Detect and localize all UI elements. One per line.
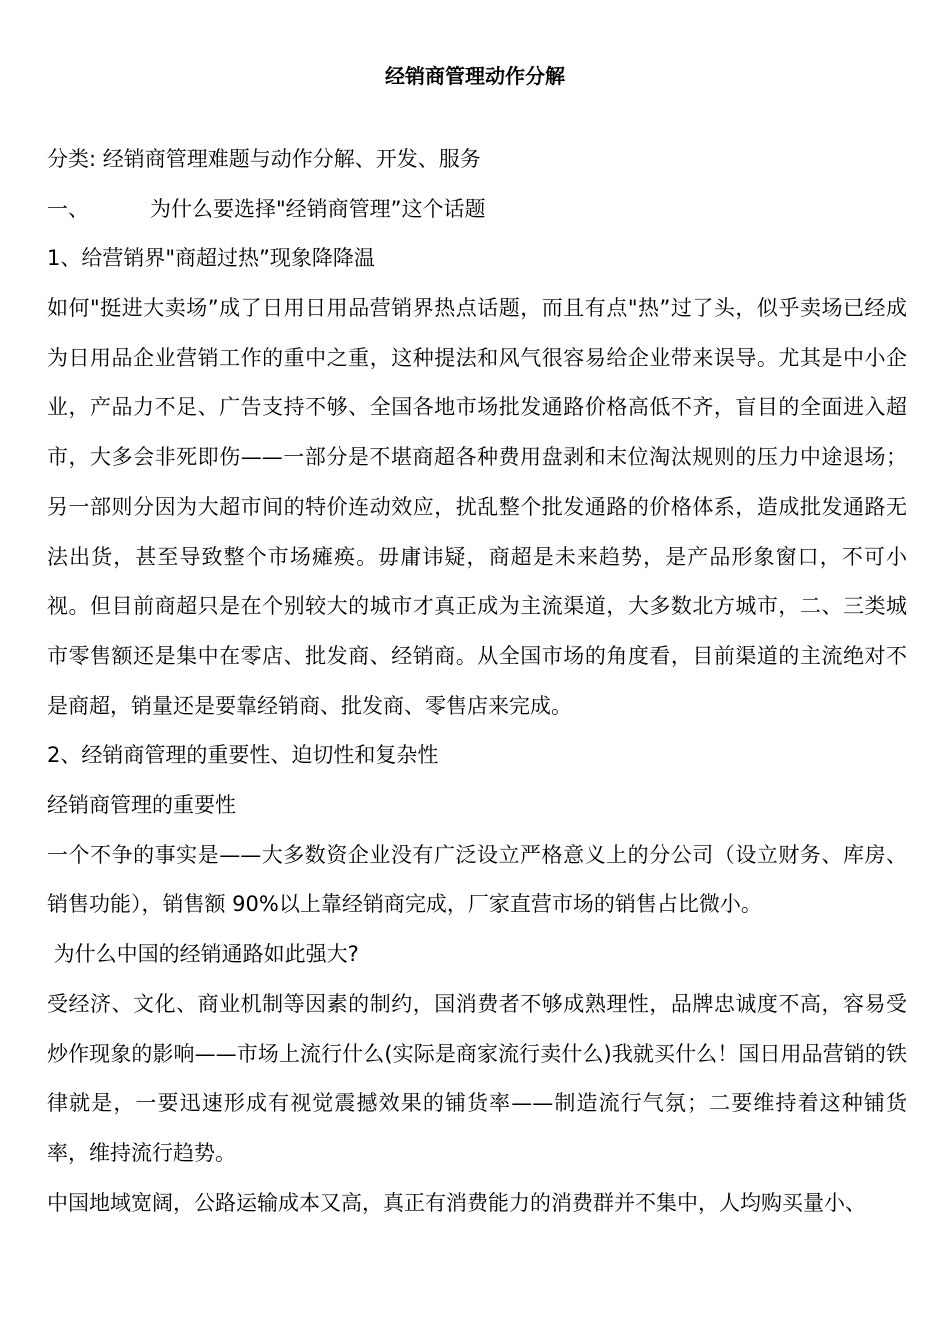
subsection-heading-1: 1、给营销界"商超过热”现象降降温 [47,246,375,271]
section-title: 为什么要选择"经销商管理”这个话题 [150,196,486,221]
paragraph-3: 受经济、文化、商业机制等因素的制约，国消费者不够成熟理性，品牌忠诚度不高，容易受炒作现象的影响——市场上流行什么(实际是商家流行卖什么)我就买什么！国日用品营销的铁律就是，一要迅速形成有视觉震撼效果的铺货率——制造流行气氛；二要维持着这种铺货率，维持流行趋势。 [47,991,907,1165]
importance-heading: 经销商管理的重要性 [47,793,236,818]
paragraph-4: 中国地域宽阔，公路运输成本又高，真正有消费能力的消费群并不集中，人均购买量小、 [47,1190,866,1215]
document-title: 经销商管理动作分解 [385,64,565,88]
document-body [47,135,907,1228]
question-line: 为什么中国的经销通路如此强大? [47,942,359,967]
section-number: 一、 [47,196,89,221]
section-heading [47,185,907,235]
paragraph-2: 一个不争的事实是——大多数资企业没有广泛设立严格意义上的分公司（设立财务、库房、销售功能），销售额 90%以上靠经销商完成，厂家直营市场的销售占比微小。 [47,842,907,917]
paragraph-1: 如何"挺进大卖场”成了日用日用品营销界热点话题，而且有点"热”过了头，似乎卖场已经成为日用品企业营销工作的重中之重，这种提法和风气很容易给企业带来误导。尤其是中小企业，产品力不足、广告支持不够、全国各地市场批发通路价格高低不齐，盲目的全面进入超市，大多会非死即伤——一部分是不堪商超各种费用盘剥和末位淘汰规则的压力中途退场；另一部则分因为大超市间的特价连动效应，扰乱整个批发通路的价格体系，造成批发通路无法出货，甚至导致整个市场瘫痪。毋庸讳疑，商超是未来趋势，是产品形象窗口，不可小视。但目前商超只是在个别较大的城市才真正成为主流渠道，大多数北方城市，二、三类城市零售额还是集中在零店、批发商、经销商。从全国市场的角度看，目前渠道的主流绝对不是商超，销量还是要靠经销商、批发商、零售店来完成。 [47,296,907,718]
subsection-heading-2: 2、经销商管理的重要性、迫切性和复杂性 [47,743,439,768]
category-line: 分类: 经销商管理难题与动作分解、开发、服务 [47,147,481,171]
